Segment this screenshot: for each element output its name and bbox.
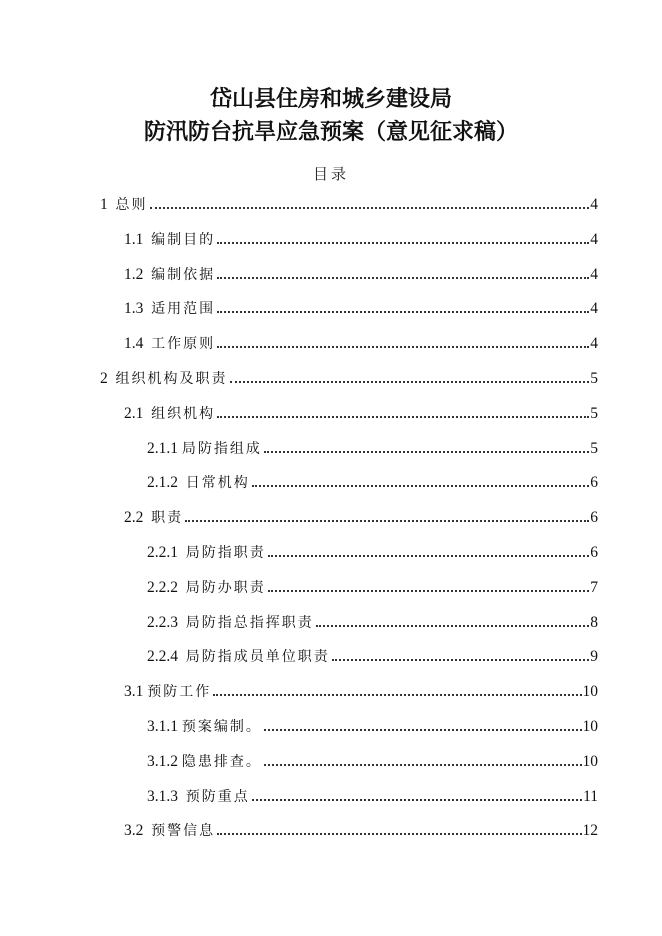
toc-entry[interactable]: [124, 503, 598, 527]
toc-entry-number: 2.2.3: [147, 613, 186, 631]
toc-entry-number: 1.4: [124, 335, 152, 353]
document-title-line2: 防汛防台抗旱应急预案（意见征求稿）: [143, 119, 518, 145]
toc-dot-leader: [252, 485, 590, 487]
toc-entry-number: 3.2: [124, 822, 152, 840]
toc-entry[interactable]: [147, 468, 598, 492]
toc-entry-number: 1.1: [124, 230, 152, 248]
toc-entry-number: 3.1: [124, 683, 148, 701]
toc-entry[interactable]: [124, 294, 598, 318]
toc-entry-page: 9: [590, 648, 598, 666]
toc-dot-leader: [268, 555, 590, 557]
toc-entry-page: 5: [590, 370, 598, 387]
toc-entry-label: 预警信息: [151, 823, 216, 840]
toc-entry[interactable]: [124, 260, 598, 284]
toc-entry-page: 10: [582, 752, 598, 770]
toc-dot-leader: [217, 833, 581, 835]
toc-entry-page: 12: [582, 822, 598, 840]
toc-entry-number: 2.2.4: [147, 648, 186, 666]
toc-entry-page: 10: [582, 718, 598, 735]
toc-entry-page: 4: [590, 265, 598, 283]
toc-dot-leader: [264, 729, 582, 731]
toc-entry-page: 11: [583, 787, 598, 805]
toc-entry-label: 组织机构: [151, 405, 216, 422]
toc-dot-leader: [316, 625, 590, 627]
toc-dot-leader: [217, 311, 589, 313]
toc-entry-label: 预防重点: [185, 788, 250, 805]
toc-entry[interactable]: [124, 329, 598, 353]
toc-entry-number: 1.2: [124, 265, 152, 283]
toc-dot-leader: [332, 659, 590, 661]
toc-entry-label: 局防指成员单位职责: [185, 649, 330, 666]
toc-heading: 目录: [312, 165, 349, 183]
toc-entry-number: 2.2.1: [147, 544, 186, 561]
toc-entry-number: 3.1.3: [147, 787, 186, 805]
toc-dot-leader: [217, 277, 589, 279]
toc-dot-leader: [268, 590, 590, 592]
toc-entry-label: 编制依据: [151, 266, 216, 283]
toc-entry-page: 6: [590, 509, 598, 527]
toc-entry-label: 预防工作: [147, 684, 212, 701]
toc-entry-number: 2.1.2: [147, 474, 186, 492]
toc-entry-number: 2: [100, 370, 116, 387]
toc-dot-leader: [217, 416, 589, 418]
toc-entry-label: 职责: [151, 510, 184, 527]
toc-entry[interactable]: [100, 190, 598, 214]
toc-entry-page: 10: [582, 683, 598, 701]
toc-entry[interactable]: [147, 608, 598, 632]
toc-entry-label: 局防办职责: [185, 579, 266, 596]
toc-entry[interactable]: [100, 364, 598, 388]
toc-dot-leader: [150, 207, 590, 209]
toc-dot-leader: [217, 242, 589, 244]
toc-dot-leader: [252, 799, 582, 801]
toc-entry[interactable]: [124, 677, 598, 701]
toc-entry-page: 7: [590, 578, 598, 596]
toc-entry-number: 3.1.1: [147, 718, 182, 735]
toc-entry-page: 6: [590, 474, 598, 492]
toc-entry-page: 4: [590, 196, 598, 213]
toc-entry[interactable]: [124, 225, 598, 249]
toc-dot-leader: [264, 764, 582, 766]
toc-entry-number: 2.2.2: [147, 578, 186, 596]
toc-entry[interactable]: [147, 573, 598, 597]
toc-dot-leader: [230, 381, 590, 383]
toc-entry-page: 5: [590, 439, 598, 457]
toc-entry-page: 6: [590, 544, 598, 561]
toc-entry-label: 局防指总指挥职责: [185, 614, 314, 631]
toc-dot-leader: [213, 694, 581, 696]
toc-entry-label: 日常机构: [185, 475, 250, 492]
toc-entry[interactable]: [147, 712, 598, 736]
toc-entry-page: 5: [590, 404, 598, 422]
toc-entry[interactable]: [147, 538, 598, 562]
toc-entry[interactable]: [147, 747, 598, 771]
toc-entry-number: 3.1.2: [147, 752, 182, 770]
toc-entry-label: 局防指职责: [185, 545, 266, 561]
toc-entry-number: 1.3: [124, 300, 152, 318]
toc-entry-number: 2.1.1: [147, 439, 182, 457]
toc-entry-number: 1: [100, 196, 116, 213]
toc-entry[interactable]: [147, 434, 598, 458]
toc-entry-label: 组织机构及职责: [115, 371, 228, 387]
toc-entry[interactable]: [147, 642, 598, 666]
toc-entry-number: 2.1: [124, 404, 152, 422]
toc-entry-page: 4: [590, 335, 598, 353]
toc-entry-label: 总则: [115, 197, 148, 213]
toc-entry[interactable]: [147, 782, 598, 806]
toc-entry-label: 工作原则: [151, 336, 216, 353]
toc-entry-number: 2.2: [124, 509, 152, 527]
toc-entry[interactable]: [124, 399, 598, 423]
toc-dot-leader: [264, 451, 589, 453]
toc-entry-label: 编制目的: [151, 231, 216, 248]
toc-entry-label: 隐患排查。: [181, 753, 262, 770]
toc-entry[interactable]: [124, 816, 598, 840]
toc-entry-label: 适用范围: [151, 301, 216, 318]
toc-entry-label: 局防指组成: [181, 440, 262, 457]
toc-dot-leader: [185, 520, 589, 522]
toc-entry-page: 8: [590, 613, 598, 631]
document-title-line1: 岱山县住房和城乡建设局: [209, 86, 452, 112]
toc-entry-page: 4: [590, 230, 598, 248]
toc-entry-page: 4: [590, 300, 598, 318]
toc-dot-leader: [217, 346, 589, 348]
toc-entry-label: 预案编制。: [181, 719, 262, 735]
